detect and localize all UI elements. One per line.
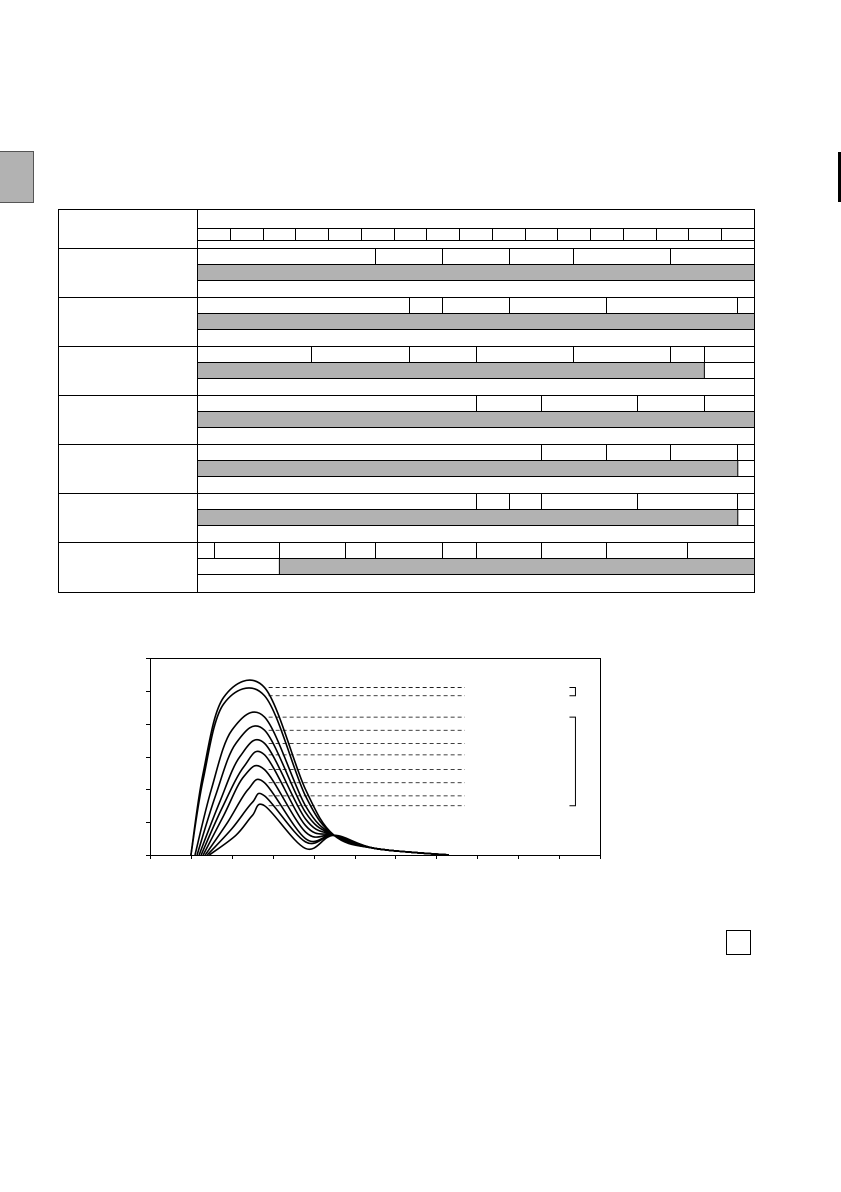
row-5-band [198,461,738,477]
curve-9 [207,793,448,855]
spectrum-chart [140,650,610,865]
curve-7 [203,765,448,855]
page-number-box [726,930,751,955]
bracket-2 [569,717,575,806]
bracket-1 [569,688,575,696]
row-6-band [198,510,738,526]
row-2-band [198,314,755,330]
row-3-band [198,363,705,379]
row-4-band [198,412,755,428]
row-1-band [198,265,755,281]
curve-2 [191,688,449,855]
row-7-band [279,559,754,575]
chart-plot [140,650,610,865]
